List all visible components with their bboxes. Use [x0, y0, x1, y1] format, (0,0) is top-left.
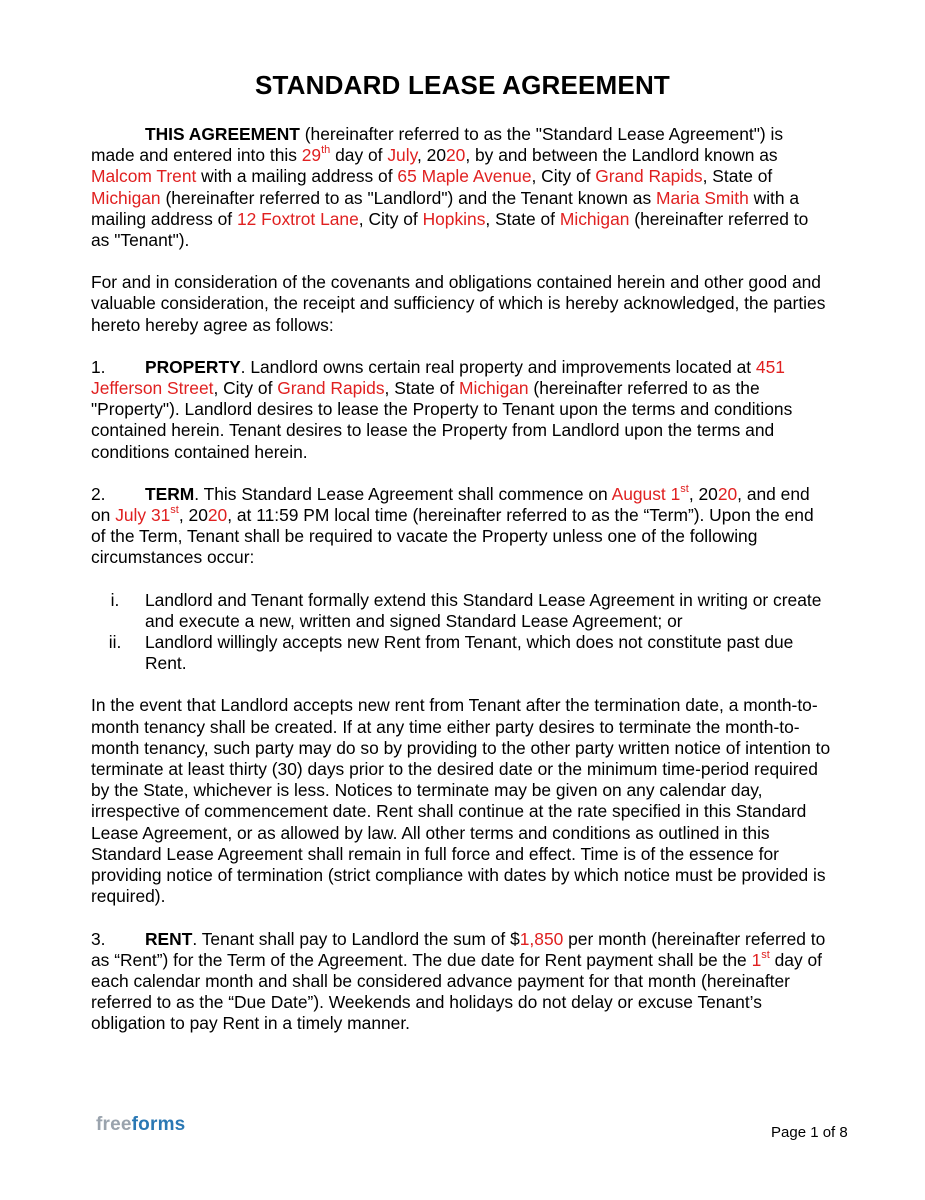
fill-tenant-name: Maria Smith: [656, 187, 749, 208]
section-text: per month (hereinafter referred to as “Rent”) for the Term of the Agreement. The due date for Rent payment shall be the: [91, 928, 826, 970]
section-number: 2.: [91, 483, 106, 504]
fill-tenant-city: Hopkins: [422, 208, 486, 229]
intro-text: with a mailing address of: [91, 187, 800, 229]
fill-end-date: July 31: [115, 505, 171, 526]
section-property: [91, 357, 831, 463]
intro-text: , State of: [702, 166, 773, 187]
intro-text: (hereinafter referred to as "Tenant").: [91, 208, 809, 251]
freeforms-logo: [96, 1114, 185, 1136]
consideration-paragraph: For and in consideration of the covenants and obligations contained herein and other good and valuable consideration, the receipt and sufficiency of which is hereby acknowledged, the parties hereto hereby agree as follows:: [91, 272, 826, 335]
fill-property-address: 451 Jefferson Street: [91, 356, 785, 399]
intro-paragraph: [91, 124, 831, 251]
intro-text: , State of: [485, 208, 560, 229]
fill-day-suffix: th: [321, 144, 331, 157]
logo-forms: forms: [131, 1114, 186, 1135]
intro-text: , City of: [531, 166, 596, 187]
fill-month: July: [387, 145, 417, 166]
section-number: 3.: [91, 928, 106, 949]
section-text: . Tenant shall pay to Landlord the sum of $: [192, 928, 520, 949]
list-item-number: i.: [110, 589, 120, 610]
section-rent: [91, 929, 831, 1035]
document-title: STANDARD LEASE AGREEMENT: [254, 70, 671, 100]
section-text: , City of: [213, 378, 278, 399]
list-item-text: Landlord and Tenant formally extend this Standard Lease Agreement in writing or create and execute a new, written and signed Standard Lease Agreement; or: [145, 589, 822, 631]
fill-due-day: 1: [751, 949, 762, 970]
fill-due-suffix: st: [761, 948, 770, 961]
list-item-number: ii.: [108, 632, 122, 653]
intro-text: , City of: [358, 208, 423, 229]
section-heading-property: PROPERTY: [145, 356, 241, 377]
fill-property-city: Grand Rapids: [277, 378, 385, 399]
holdover-paragraph: In the event that Landlord accepts new rent from Tenant after the termination date, a month-to-month tenancy shall be created. If at any time either party desires to terminate the month-to-month tenancy, such party may do so by providing to the other party written notice of intention to terminate at least thirty (30) days prior to the desired date or the minimum time-period required by the State, whichever is less. Notices to terminate may be given on any calendar day, irrespective of commencement date. Rent shall continue at the rate specified in this Standard Lease Agreement, or as allowed by law. All other terms and conditions as outlined in this Standard Lease Agreement shall remain in full force and effect. Time is of the essence for providing notice of termination (strict compliance with dates by which notice must be provided is required).: [91, 695, 831, 907]
section-text: day of each calendar month and shall be considered advance payment for that month (hereinafter referred to as the “Due Date”). Weekends and holidays do not delay or excuse Tenant’s obligation to pay Rent in a timely manner.: [91, 949, 823, 1034]
section-text: , State of: [384, 378, 459, 399]
section-heading-term: TERM: [145, 483, 195, 504]
intro-lead: THIS AGREEMENT: [145, 124, 300, 144]
intro-text: , by and between the Landlord known as: [465, 145, 778, 166]
section-text: . Landlord owns certain real property and improvements located at: [240, 356, 756, 377]
fill-end-suffix: st: [170, 504, 179, 517]
section-heading-rent: RENT: [145, 928, 193, 949]
fill-day: 29: [301, 145, 322, 166]
fill-start-year: 20: [717, 483, 738, 504]
section-text: , 20: [178, 505, 208, 526]
fill-landlord-state: Michigan: [91, 187, 161, 208]
fill-year: 20: [446, 145, 466, 166]
logo-free: free: [96, 1114, 132, 1135]
section-number: 1.: [91, 356, 106, 377]
fill-property-state: Michigan: [458, 378, 529, 399]
fill-landlord-city: Grand Rapids: [595, 166, 703, 187]
list-item: [91, 632, 831, 674]
fill-tenant-state: Michigan: [559, 208, 630, 229]
intro-text: day of: [330, 145, 388, 166]
fill-landlord-name: Malcom Trent: [91, 166, 197, 187]
intro-text: with a mailing address of: [196, 166, 398, 187]
intro-text: , 20: [416, 145, 446, 166]
section-text: , and end on: [91, 483, 810, 526]
document-body: [91, 124, 831, 1056]
section-text: , 20: [688, 483, 718, 504]
fill-start-date: August 1: [611, 483, 681, 504]
fill-start-suffix: st: [680, 483, 689, 496]
fill-tenant-address: 12 Foxtrot Lane: [236, 208, 359, 229]
section-term: [91, 484, 831, 569]
term-conditions-list: [91, 590, 831, 675]
intro-text: (hereinafter referred to as the "Standard Lease Agreement") is made and entered into this: [91, 124, 784, 166]
intro-text: (hereinafter referred to as "Landlord") and the Tenant known as: [160, 187, 657, 208]
page-number: Page 1 of 8: [771, 1124, 848, 1141]
section-text: , at 11:59 PM local time (hereinafter referred to as the “Term”). Upon the end of the Term, Tenant shall be required to vacate the Property unless one of the following circumstances occur:: [91, 505, 814, 568]
section-text: . This Standard Lease Agreement shall commence on: [194, 483, 612, 504]
list-item: [91, 590, 831, 632]
fill-landlord-address: 65 Maple Avenue: [397, 166, 532, 187]
list-item-text: Landlord willingly accepts new Rent from Tenant, which does not constitute past due Rent.: [145, 632, 794, 674]
fill-end-year: 20: [207, 505, 228, 526]
section-text: (hereinafter referred to as the "Property"). Landlord desires to lease the Property to Tenant upon the terms and conditions contained herein. Tenant desires to lease the Property from Landlord upon the terms and conditions contained herein.: [91, 378, 793, 462]
fill-rent-amount: 1,850: [519, 928, 564, 949]
